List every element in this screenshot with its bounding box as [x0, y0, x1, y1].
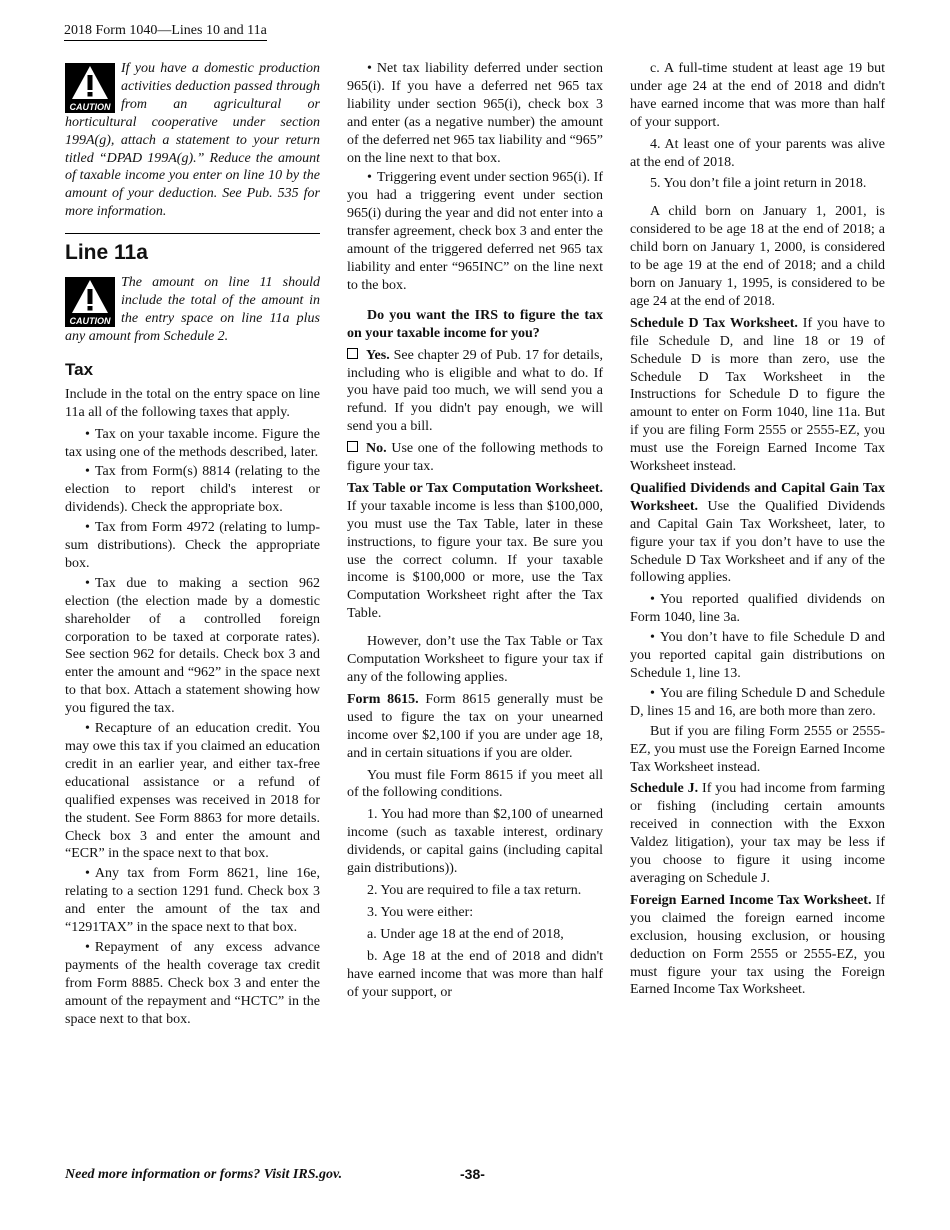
qualified-dividends-text: Use the Qualified Dividends and Capital Gain Tax Worksheet, later, to figure your tax if you don’t have to use the Schedule D Tax Worksheet and if any of the following applies. — [630, 498, 886, 586]
foreign-earned-text: If you claimed the foreign earned income exclusion, housing exclusion, or housing deduction on Form 2555 or 2555-EZ, you must figure your tax using the Foreign Earned Income Tax Worksheet. — [630, 892, 885, 998]
qd-bullet-2: • You don’t have to file Schedule D and you reported capital gain distributions on Schedule 1, line 13. — [630, 629, 885, 683]
tax-table-heading: Tax Table or Tax Computation Worksheet. — [347, 480, 603, 496]
tax-heading: Tax — [65, 359, 94, 379]
tax-intro: Include in the total on the entry space on line 11a all of the following taxes that apply. — [65, 386, 320, 420]
condition-5: 5. You don’t file a joint return in 2018. — [650, 176, 867, 192]
tax-bullet-1: • Tax on your taxable income. Figure the tax using one of the methods described, later. — [65, 426, 320, 462]
tax-bullet-2: • Tax from Form(s) 8814 (relating to the election to report child's interest or dividends). Check the appropriate box. — [65, 463, 320, 517]
caution-icon-label: CAUTION — [69, 102, 111, 112]
condition-3b: b. Age 18 at the end of 2018 and didn't have earned income that was more than half of your support, or — [347, 948, 603, 1000]
tax-bullet-5: • Recapture of an education credit. You may owe this tax if you claimed an education credit in an earlier year, and either tax-free educational assistance or a refund of qualified expenses was received in 2018 for the student. See Form 8863 for more details. Check box 3 and enter the amount and “ECR” in the space next to that box. — [65, 720, 320, 863]
foreign-earned-heading: Foreign Earned Income Tax Worksheet. — [630, 892, 872, 908]
qd-bullet-1: • You reported qualified dividends on Form 1040, line 3a. — [630, 591, 885, 627]
condition-3: 3. You were either: — [367, 904, 474, 920]
page-number: -38- — [460, 1166, 485, 1182]
caution-note-dpad — [65, 60, 320, 221]
caution-icon — [65, 63, 115, 113]
schedule-d-text: If you have to file Schedule D, and line 18 or 19 of Schedule D is more than zero, use the Schedule D Tax Worksheet in the Instructions for Schedule D to figure the amount to enter on Form 1040, line 11a. But if you are filing Form 2555 or 2555-EZ, you must use the Foreign Earned Income Tax Worksheet instead. — [630, 315, 885, 475]
line-11a-heading: Line 11a — [65, 241, 148, 265]
footer-tagline: Need more information or forms? Visit IRS.gov. — [65, 1167, 343, 1182]
tax-bullet-7: • Repayment of any excess advance payments of the health coverage tax credit from Form 8885. Check box 3 and enter the amount of the repayment and “HCTC” in the space next to that box. — [65, 939, 320, 1029]
caution-note-line-11 — [65, 274, 320, 346]
caution-icon — [65, 277, 115, 327]
no-option — [347, 440, 603, 476]
form-8615-heading: Form 8615. — [347, 691, 419, 707]
caution-text-line-11: The amount on line 11 should include the total of the amount in the entry space on line 11a plus any amount from Schedule 2. — [65, 275, 320, 344]
tax-bullet-965-trigger: • Triggering event under section 965(i). If you had a triggering event under section 965(i) during the year and did not enter into a transfer agreement, check box 3 and enter the amount of the triggered deferred net 965 tax liability and enter “965INC” on the line next to the box. — [347, 169, 603, 294]
tax-table-text: If your taxable income is less than $100,000, you must use the Tax Table, later in these instructions, to figure your tax. Be sure you use the correct column. If your taxable income is $100,000 or more, use the Tax Computation Worksheet right after the Tax Table. — [347, 498, 603, 622]
column-1 — [65, 60, 320, 1031]
yes-text: See chapter 29 of Pub. 17 for details, including who is eligible and what to do. If you have paid too much, we will send you a refund. If you didn't pay enough, we will send you a bill. — [347, 347, 604, 435]
column-2 — [347, 60, 603, 1005]
child-born-paragraph: A child born on January 1, 2001, is considered to be age 18 at the end of 2018; a child born on January 1, 2000, is considered to be age 19 at the end of 2018; and a child born on January 1, 1995, is considered to be age 24 at the end of 2018. — [630, 204, 885, 309]
yes-label: Yes. — [366, 347, 390, 363]
column-3 — [630, 60, 885, 1003]
tax-bullet-3: • Tax from Form 4972 (relating to lump-sum distributions). Check the appropriate box. — [65, 519, 320, 573]
no-text: Use one of the following methods to figure your tax. — [347, 441, 604, 475]
condition-3c: c. A full-time student at least age 19 but under age 24 at the end of 2018 and didn't have earned income that was more than half of your support. — [630, 61, 885, 130]
however-paragraph: However, don’t use the Tax Table or Tax Computation Worksheet to figure your tax if any of the following applies. — [347, 634, 603, 685]
schedule-j-heading: Schedule J. — [630, 781, 699, 797]
no-label: No. — [366, 441, 387, 457]
condition-3a: a. Under age 18 at the end of 2018, — [367, 926, 564, 942]
schedule-j-text: If you had income from farming or fishing (including certain amounts received in connection with the Exxon Valdez litigation), your tax may be less if you choose to figure it using income averaging on Schedule J. — [630, 781, 885, 886]
must-file-paragraph: You must file Form 8615 if you meet all of the following conditions. — [347, 767, 603, 801]
tax-bullet-4: • Tax due to making a section 962 election (the election made by a domestic shareholder of a controlled foreign corporation to be taxed at corporate rates). See section 962 for details. Check box 3 and enter the amount and “962” in the space next to that box. Attach a statement showing how you figured the tax. — [65, 575, 320, 718]
no-checkbox[interactable] — [347, 441, 358, 452]
caution-text-dpad: If you have a domestic production activities deduction passed through from an agricultural or horticultural cooperative under section 199A(g), attach a statement to your return titled “DPAD 199A(g).” Reduce the amount of taxable income you enter on line 10 by the amount of your deduction. See Pub. 535 for more information. — [65, 61, 320, 220]
yes-option — [347, 347, 603, 437]
section-divider — [65, 233, 320, 234]
yes-checkbox[interactable] — [347, 348, 358, 359]
form-8615-text: Form 8615 generally must be used to figure the tax on your unearned income over $2,100 if you are under age 18, and in certain situations if you are older. — [347, 691, 603, 761]
running-head: 2018 Form 1040—Lines 10 and 11a — [64, 22, 267, 41]
schedule-j-paragraph — [630, 780, 885, 887]
schedule-d-paragraph — [630, 315, 885, 476]
form-8615-paragraph — [347, 691, 603, 763]
qd-bullet-3: • You are filing Schedule D and Schedule D, lines 15 and 16, are both more than zero. — [630, 685, 885, 721]
condition-4: 4. At least one of your parents was alive at the end of 2018. — [630, 136, 885, 170]
condition-1: 1. You had more than $2,100 of unearned income (such as taxable interest, ordinary dividends, or capital gains (including capital gain distributions)). — [347, 807, 603, 877]
irs-figure-question: Do you want the IRS to figure the tax on your taxable income for you? — [347, 307, 603, 341]
but-if-paragraph: But if you are filing Form 2555 or 2555-EZ, you must use the Foreign Earned Income Tax Worksheet instead. — [630, 723, 885, 775]
tax-bullet-965i: • Net tax liability deferred under section 965(i). If you have a deferred net 965 tax liability under section 965(i), check box 3 and enter (as a negative number) the amount of the deferred net 965 tax liability and “965” on the line next to that box. — [347, 60, 603, 167]
condition-2: 2. You are required to file a tax return. — [367, 882, 582, 898]
tax-table-paragraph — [347, 480, 603, 623]
qualified-dividends-heading: Qualified Dividends and Capital Gain Tax Worksheet. — [630, 480, 885, 514]
schedule-d-heading: Schedule D Tax Worksheet. — [630, 315, 798, 331]
foreign-earned-paragraph — [630, 892, 885, 999]
qualified-dividends-paragraph — [630, 480, 885, 587]
caution-icon-label: CAUTION — [69, 316, 111, 327]
tax-bullet-6: • Any tax from Form 8621, line 16e, relating to a section 1291 fund. Check box 3 and enter the amount of the tax and “1291TAX” in the space next to that box. — [65, 865, 320, 937]
